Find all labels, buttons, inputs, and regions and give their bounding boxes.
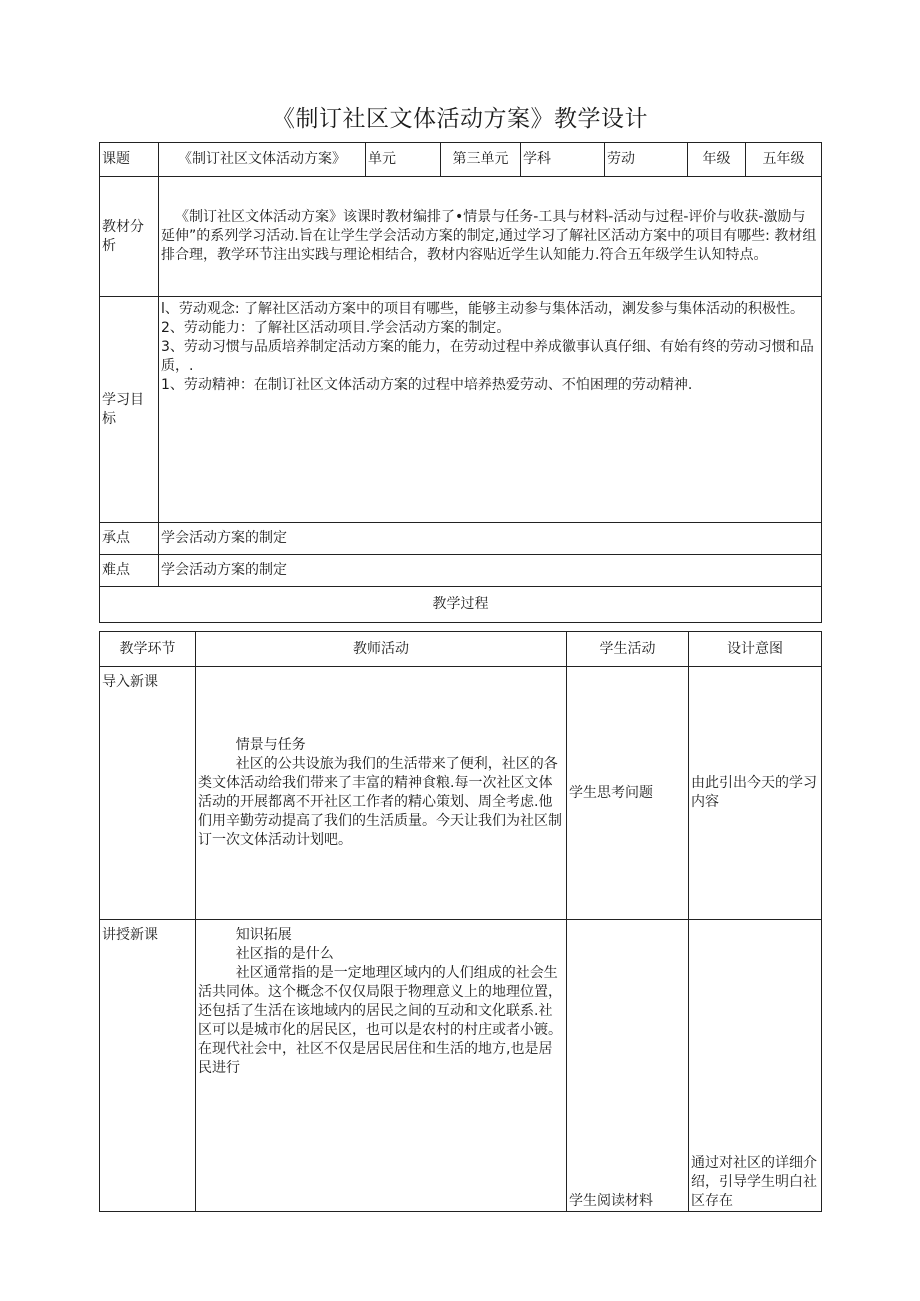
teacher-activity-title: 知识拓展 [235, 927, 292, 943]
student-activity-cell: 学生阅读材料 [567, 920, 689, 1212]
student-activity-cell: 学生思考问题 [567, 667, 689, 920]
goal-item: l、劳动观念: 了解社区活动方案中的项目有哪些，能够主动参与集体活动，溂发参与集体活动的积极性。 [161, 301, 805, 317]
column-header: 教师活动 [196, 632, 567, 667]
teacher-activity-text: 社区通常指的是一定地理区域内的人们组成的社会生活共同体。这个概念不仅仅局限于物理意义上的地理位置，还包括了生活在该地域内的居民之间的互动和文化联系.社区可以是城市化的居民区，也可以是农村的村庄或者小镀。在现代社会中，社区不仅是居民居住和生活的地方,也是居民进行 [198, 965, 562, 1076]
difficult-point-row [100, 555, 822, 587]
subject-value: 《制订社区文体活动方案》 [159, 143, 366, 177]
intent-cell: 由此引出今天的学习内容 [689, 667, 822, 920]
table-row [100, 667, 822, 920]
process-heading: 教学过程 [100, 587, 822, 623]
unit-label: 单元 [366, 143, 441, 177]
analysis-label: 教材分析 [100, 177, 159, 297]
intent-cell: 通过对社区的详细介绍，引导学生明白社区存在 [689, 920, 822, 1212]
goal-item: 3、劳动习惯与品质培养制定活动方案的能力，在劳动过程中养成徽事认真仔细、有始有终的劳动习惯和品质，. [161, 339, 814, 374]
page-title: 《制订社区文体活动方案》教学设计 [272, 106, 648, 132]
discipline-value: 劳动 [605, 143, 688, 177]
teacher-activity-cell [196, 667, 567, 920]
unit-value: 第三单元 [441, 143, 521, 177]
teacher-activity-title: 情景与任务 [235, 737, 306, 753]
goals-label: 学习目标 [100, 297, 159, 523]
key-point-row [100, 523, 822, 555]
process-table [99, 631, 822, 1212]
grade-label: 年级 [688, 143, 746, 177]
stage-cell: 导入新课 [100, 667, 196, 920]
process-heading-row [100, 587, 822, 623]
teacher-activity-text: 社区的公共设旅为我们的生活带来了便利，社区的各类文体活动给我们带来了丰富的精神食粮.每一次社区文体活动的开展都离不开社区工作者的精心策划、周全考虑.他们用辛勤劳动提高了我们的生活质量。今天让我们为社区制订一次文体活动计划吧。 [198, 756, 562, 848]
analysis-text: 《制订社区文体活动方案》该课时教材编排了•情景与任务-工具与材料-活动与过程-评价与收获-激励与延伸”的系列学习活动.旨在让学生学会活动方案的制定,通过学习了解社区活动方案中的项目有哪些: 教材组排合理，教学环节注出实践与理论相结合，教材内容贴近学生认知能力.符合五年级学生认知特点。 [159, 177, 822, 297]
column-header: 教学环节 [100, 632, 196, 667]
difficult-point-label: 难点 [100, 555, 159, 587]
goals-row [100, 297, 822, 523]
info-row [100, 143, 822, 177]
grade-value: 五年级 [746, 143, 822, 177]
goal-item: 2、劳动能力：了解社区活动项目.学会活动方案的制定。 [161, 320, 511, 336]
analysis-row [100, 177, 822, 297]
teacher-activity-cell [196, 920, 567, 1212]
process-header-row [100, 632, 822, 667]
table-row [100, 920, 822, 1212]
goal-item: 1、劳动精神：在制订社区文体活动方案的过程中培养热爱劳动、不怕困理的劳动精神. [161, 377, 693, 393]
key-point-text: 学会活动方案的制定 [159, 523, 822, 555]
stage-cell: 讲授新课 [100, 920, 196, 1212]
info-table [99, 142, 822, 623]
teacher-activity-subtitle: 社区指的是什么 [235, 946, 334, 962]
subject-label: 课题 [100, 143, 159, 177]
difficult-point-text: 学会活动方案的制定 [159, 555, 822, 587]
column-header: 学生活动 [567, 632, 689, 667]
goals-list [159, 297, 822, 523]
key-point-label: 承点 [100, 523, 159, 555]
column-header: 设计意图 [689, 632, 822, 667]
discipline-label: 学科 [521, 143, 605, 177]
